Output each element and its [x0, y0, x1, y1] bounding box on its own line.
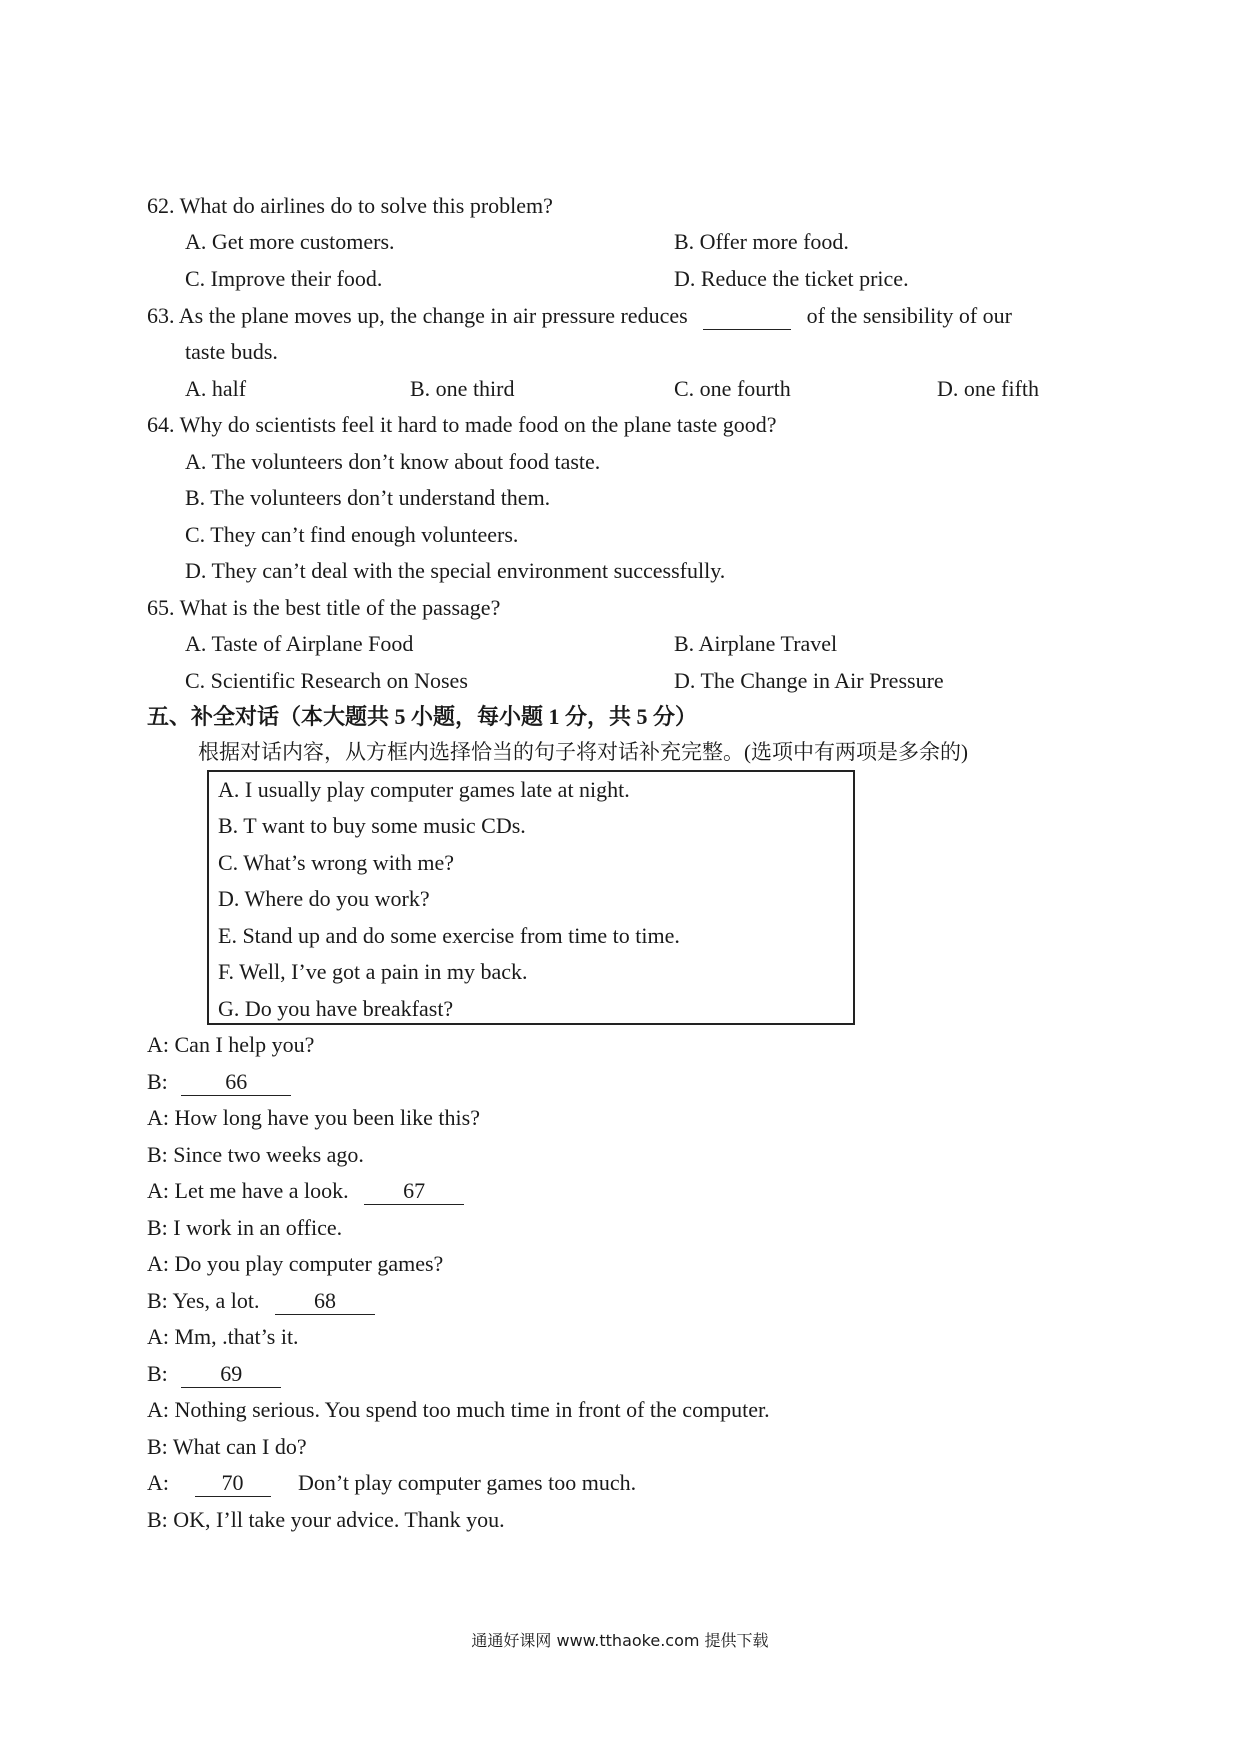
dialogue-line-13-text: Don’t play computer games too much. [298, 1470, 637, 1495]
box-option-a: A. I usually play computer games late at night. [218, 777, 630, 802]
box-option-e: E. Stand up and do some exercise from time to time. [218, 923, 680, 948]
q63-blank [703, 303, 791, 330]
q64-option-b: B. The volunteers don’t understand them. [185, 485, 551, 510]
blank-69: 69 [181, 1361, 281, 1388]
dialogue-line-14: B: OK, I’ll take your advice. Thank you. [147, 1507, 505, 1532]
dialogue-line-8 [147, 1286, 375, 1316]
box-option-f: F. Well, I’ve got a pain in my back. [218, 959, 528, 984]
q62-option-a: A. Get more customers. [185, 229, 395, 254]
speaker-b: B: [147, 1361, 168, 1386]
dialogue-line-6: B: I work in an office. [147, 1215, 343, 1240]
blank-70: 70 [195, 1470, 271, 1497]
dialogue-line-8-text: B: Yes, a lot. [147, 1288, 260, 1313]
q63-option-d: D. one fifth [937, 376, 1040, 401]
q63-option-b: B. one third [410, 376, 515, 401]
q62-option-d: D. Reduce the ticket price. [674, 266, 909, 291]
q63-stem-pre: 63. As the plane moves up, the change in air pressure reduces [147, 303, 688, 328]
section5-title: 五、补全对话（本大题共 5 小题，每小题 1 分，共 5 分） [147, 704, 698, 729]
q63-option-a: A. half [185, 376, 247, 401]
q64-stem: 64. Why do scientists feel it hard to made food on the plane taste good? [147, 412, 777, 437]
q64-option-d: D. They can’t deal with the special environment successfully. [185, 558, 726, 583]
box-option-c: C. What’s wrong with me? [218, 850, 455, 875]
q65-stem: 65. What is the best title of the passage? [147, 595, 501, 620]
box-option-b: B. T want to buy some music CDs. [218, 813, 526, 838]
dialogue-line-1: A: Can I help you? [147, 1032, 315, 1057]
dialogue-line-9: A: Mm, .that’s it. [147, 1324, 299, 1349]
dialogue-line-3: A: How long have you been like this? [147, 1105, 480, 1130]
q62-option-c: C. Improve their food. [185, 266, 383, 291]
speaker-b: B: [147, 1069, 168, 1094]
box-option-d: D. Where do you work? [218, 886, 430, 911]
q65-option-d: D. The Change in Air Pressure [674, 668, 944, 693]
q63-option-c: C. one fourth [674, 376, 791, 401]
dialogue-line-2 [147, 1067, 291, 1097]
q64-option-a: A. The volunteers don’t know about food taste. [185, 449, 601, 474]
q63-stem-post: of the sensibility of our [806, 303, 1012, 328]
dialogue-line-5 [147, 1176, 464, 1206]
q63-stem [147, 301, 1012, 331]
q65-option-c: C. Scientific Research on Noses [185, 668, 468, 693]
blank-68: 68 [275, 1288, 375, 1315]
q64-option-c: C. They can’t find enough volunteers. [185, 522, 519, 547]
section5-instruction: 根据对话内容，从方框内选择恰当的句子将对话补充完整。(选项中有两项是多余的) [198, 740, 968, 764]
q65-option-b: B. Airplane Travel [674, 631, 838, 656]
dialogue-line-10 [147, 1359, 281, 1389]
dialogue-line-13 [147, 1468, 636, 1498]
speaker-a: A: [147, 1470, 169, 1495]
blank-66: 66 [181, 1069, 291, 1096]
dialogue-line-11: A: Nothing serious. You spend too much time in front of the computer. [147, 1397, 770, 1422]
q62-stem: 62. What do airlines do to solve this problem? [147, 193, 553, 218]
dialogue-line-12: B: What can I do? [147, 1434, 307, 1459]
dialogue-line-5-text: A: Let me have a look. [147, 1178, 349, 1203]
q62-option-b: B. Offer more food. [674, 229, 849, 254]
dialogue-line-7: A: Do you play computer games? [147, 1251, 444, 1276]
q63-stem-cont: taste buds. [185, 339, 278, 364]
dialogue-line-4: B: Since two weeks ago. [147, 1142, 364, 1167]
page-footer: 通通好课网 www.tthaoke.com 提供下载 [471, 1631, 769, 1650]
box-option-g: G. Do you have breakfast? [218, 996, 454, 1021]
blank-67: 67 [364, 1178, 464, 1205]
q65-option-a: A. Taste of Airplane Food [185, 631, 414, 656]
